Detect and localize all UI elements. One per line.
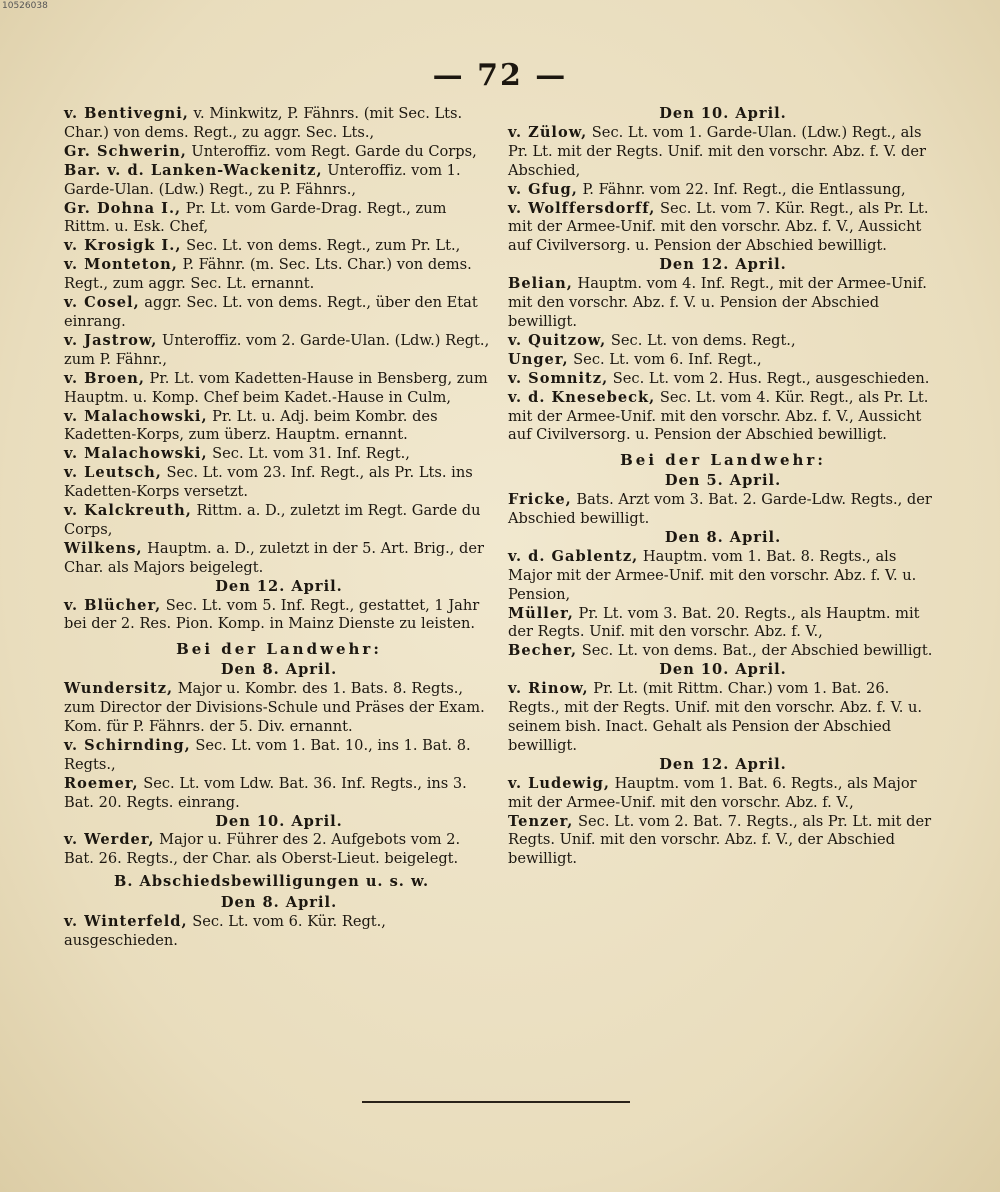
date-heading: Den 8. April. [220,894,338,912]
date-heading: Den 5. April. [664,472,782,490]
register-entry [508,124,938,181]
entry-name: v. Winterfeld, [64,913,188,931]
entry-text: Sec. Lt. vom 23. Inf. Regt., als Pr. Lts. ins Kadetten-Korps versetzt. [64,464,473,501]
entry-name: Fricke, [508,491,572,509]
entry-name: Gr. Dohna I., [64,199,182,217]
entry-text: Sec. Lt. vom 1. Garde-Ulan. (Ldw.) Regt., als Pr. Lt. mit der Regts. Unif. mit den vorschr. Abz. f. V. der Abschied, [508,123,926,179]
register-entry [508,642,938,661]
register-entry [508,181,938,200]
date-heading: Den 12. April. [215,577,343,595]
date-heading: Den 10. April. [659,661,787,679]
entry-name: v. Malachowski, [64,445,208,463]
entry-text: Pr. Lt. vom 3. Bat. 20. Regts., als Hauptm. mit der Regts. Unif. mit den vorschr. Abz. f. V., [508,604,920,641]
register-entry [508,491,938,529]
page-number: — 72 — [432,58,568,93]
register-entry [508,200,938,257]
entry-text: Bats. Arzt vom 3. Bat. 2. Garde-Ldw. Regts., der Abschied bewilligt. [508,491,932,528]
entry-name: v. d. Knesebeck, [508,388,656,406]
entry-name: v. Cosel, [64,294,140,312]
register-entry [508,389,938,446]
entry-text: Hauptm. a. D., zuletzt in der 5. Art. Brig., der Char. als Majors beigelegt. [64,539,484,576]
entry-text: P. Fähnr. (m. Sec. Lts. Char.) von dems. Regt., zum aggr. Sec. Lt. ernannt. [64,256,472,293]
entry-name: Müller, [508,604,574,622]
entry-text: Sec. Lt. vom 6. Kür. Regt., ausgeschieden. [64,913,386,949]
entry-name: Wilkens, [64,539,143,557]
register-entry [64,105,494,143]
entry-name: v. Bentivegni, [64,105,189,122]
register-entry [508,370,938,389]
register-entry [64,162,494,200]
entry-text: Pr. Lt. vom Garde-Drag. Regt., zum Rittm. u. Esk. Chef, [64,199,447,236]
entry-name: v. Zülow, [508,123,588,141]
register-entry [508,351,938,370]
entry-text: Major u. Führer des 2. Aufgebots vom 2. Bat. 26. Regts., der Char. als Oberst-Lieut. beigelegt. [64,831,461,868]
entry-name: Wundersitz, [64,680,174,698]
entry-name: v. Schirnding, [64,736,191,754]
entry-text: Pr. Lt. vom Kadetten-Hause in Bensberg, zum Hauptm. u. Komp. Chef beim Kadet.-Hause in Culm, [64,369,488,406]
entry-name: v. Ludewig, [508,774,610,792]
register-entry [64,831,494,869]
register-entry [508,680,938,756]
entry-name: v. Wolffersdorff, [508,199,656,217]
register-entry [64,540,494,578]
entry-name: v. Gfug, [508,180,578,198]
register-entry [64,294,494,332]
entry-text: Unteroffiz. vom 1. Garde-Ulan. (Ldw.) Regt., zu P. Fähnrs., [64,161,461,198]
entry-name: v. Leutsch, [64,464,162,482]
date-heading: Den 8. April. [220,661,338,679]
entry-text: Sec. Lt. von dems. Regt., zum Pr. Lt., [181,237,461,255]
entry-name: Gr. Schwerin, [64,142,187,160]
register-entry [508,275,938,332]
date-heading: Den 10. April. [215,812,343,830]
right-column [508,105,938,869]
entry-name: v. Malachowski, [64,407,208,425]
section-heading: Bei der Landwehr: [176,640,382,659]
register-entry [64,775,494,813]
subsection-heading: B. Abschiedsbewilligungen u. s. w. [114,873,430,891]
entry-text: Sec. Lt. vom 1. Bat. 10., ins 1. Bat. 8. Regts., [64,736,471,773]
register-entry [64,913,494,951]
register-entry [64,256,494,294]
footer-rule [362,1101,630,1103]
entry-text: v. Minkwitz, P. Fähnrs. (mit Sec. Lts. Char.) von dems. Regt., zu aggr. Sec. Lts., [64,105,463,141]
register-entry [508,813,938,870]
entry-text: Rittm. a. D., zuletzt im Regt. Garde du Corps, [64,502,481,538]
entry-name: v. Kalckreuth, [64,502,192,520]
register-entry [64,143,494,162]
register-entry [64,737,494,775]
register-entry [64,502,494,540]
register-entry [64,332,494,370]
entry-name: v. Rinow, [508,680,589,698]
entry-name: Tenzer, [508,812,574,830]
entry-text: Hauptm. vom 1. Bat. 6. Regts., als Major mit der Armee-Unif. mit den vorschr. Abz. f. V., [508,774,917,811]
register-entry [64,237,494,256]
entry-name: v. Jastrow, [64,331,158,349]
entry-name: v. Broen, [64,369,145,387]
register-entry [64,445,494,464]
register-entry [64,597,494,635]
entry-text: Hauptm. vom 4. Inf. Regt., mit der Armee-Unif. mit den vorschr. Abz. f. V. u. Pension der Abschied bewilligt. [508,275,927,330]
register-entry [64,408,494,446]
section-heading: Bei der Landwehr: [620,451,826,470]
date-heading: Den 12. April. [659,256,787,274]
entry-name: Belian, [508,275,573,293]
entry-text: aggr. Sec. Lt. von dems. Regt., über den Etat einrang. [64,294,478,330]
entry-text: Sec. Lt. vom 2. Bat. 7. Regts., als Pr. Lt. mit der Regts. Unif. mit den vorschr. Abz. f. V., der Abschied bewilligt. [508,812,932,868]
entry-name: Becher, [508,642,578,660]
entry-text: Sec. Lt. vom 6. Inf. Regt., [568,350,762,368]
register-entry [508,332,938,351]
entry-text: Sec. Lt. vom Ldw. Bat. 36. Inf. Regts., ins 3. Bat. 20. Regts. einrang. [64,774,467,811]
register-entry [508,548,938,605]
entry-name: v. Monteton, [64,256,178,274]
entry-text: Sec. Lt. vom 5. Inf. Regt., gestattet, 1 Jahr bei der 2. Res. Pion. Komp. in Mainz Dienste zu leisten. [64,596,480,633]
entry-text: Major u. Kombr. des 1. Bats. 8. Regts., zum Director der Divisions-Schule und Präses der Exam. Kom. für P. Fähnrs. der 5. Div. ernannt. [64,680,485,735]
entry-name: v. Blücher, [64,596,162,614]
entry-name: Unger, [508,350,569,368]
entry-text: Unteroffiz. vom 2. Garde-Ulan. (Ldw.) Regt., zum P. Fähnr., [64,331,490,368]
date-heading: Den 10. April. [659,105,787,122]
left-column [64,105,494,951]
entry-text: Sec. Lt. vom 31. Inf. Regt., [207,445,410,463]
register-entry [508,605,938,643]
entry-text: Pr. Lt. u. Adj. beim Kombr. des Kadetten-Korps, zum überz. Hauptm. ernannt. [64,407,438,444]
entry-text: Pr. Lt. (mit Rittm. Char.) vom 1. Bat. 26. Regts., mit der Regts. Unif. mit den vorschr. Abz. f. V. u. seinem bish. Inact. Gehalt als Pension der Abschied bewilligt. [508,680,923,754]
scan-id-label: 10526038 [2,1,48,11]
entry-text: Hauptm. vom 1. Bat. 8. Regts., als Major mit der Armee-Unif. mit den vorschr. Abz. f. V. u. Pension, [508,547,917,603]
entry-name: v. Krosigk I., [64,237,182,255]
date-heading: Den 8. April. [664,528,782,546]
entry-text: Unteroffiz. vom Regt. Garde du Corps, [186,142,477,160]
register-entry [64,680,494,737]
entry-text: Sec. Lt. vom 2. Hus. Regt., ausgeschieden. [608,369,930,387]
register-entry [508,775,938,813]
date-heading: Den 12. April. [659,755,787,773]
entry-text: Sec. Lt. von dems. Bat., der Abschied bewilligt. [577,642,933,660]
entry-text: Sec. Lt. vom 4. Kür. Regt., als Pr. Lt. mit der Armee-Unif. mit den vorschr. Abz. f. V., Aussicht auf Civilversorg. u. Pension der Abschied bewilligt. [508,388,929,444]
entry-text: Sec. Lt. von dems. Regt., [606,331,796,349]
entry-name: v. Somnitz, [508,369,609,387]
entry-name: v. Quitzow, [508,331,607,349]
entry-text: P. Fähnr. vom 22. Inf. Regt., die Entlassung, [577,180,906,198]
register-entry [64,200,494,238]
entry-name: v. d. Gablentz, [508,547,639,565]
entry-text: Sec. Lt. vom 7. Kür. Regt., als Pr. Lt. mit der Armee-Unif. mit den vorschr. Abz. f. V., Aussicht auf Civilversorg. u. Pension der Abschied bewilligt. [508,199,929,255]
entry-name: Bar. v. d. Lanken-Wackenitz, [64,161,323,179]
entry-name: v. Werder, [64,831,155,849]
entry-name: Roemer, [64,774,139,792]
register-entry [64,464,494,502]
register-entry [64,370,494,408]
